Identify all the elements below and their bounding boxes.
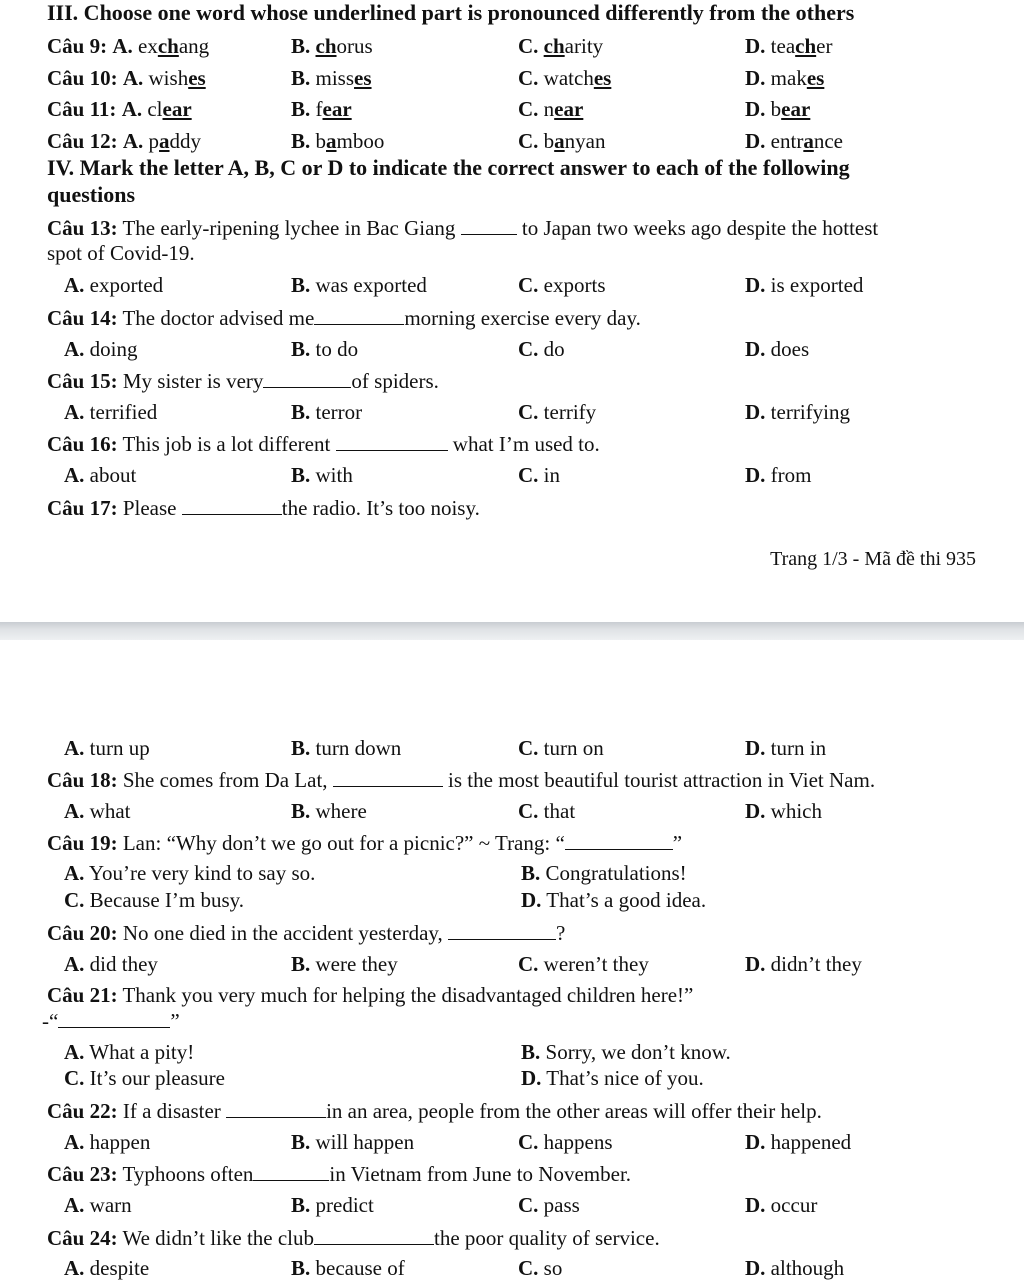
option-letter: B. bbox=[291, 463, 311, 487]
option-letter: D. bbox=[745, 1256, 766, 1280]
option-letter: D. bbox=[745, 400, 766, 424]
option-letter: A. bbox=[64, 799, 85, 823]
option-letter: B. bbox=[291, 952, 311, 976]
option-letter: D. bbox=[745, 799, 766, 823]
option-text: That’s nice of you. bbox=[546, 1066, 704, 1090]
option-text: was exported bbox=[315, 273, 427, 297]
option-letter: C. bbox=[518, 129, 539, 153]
option-letter: C. bbox=[518, 736, 539, 760]
option-text: b bbox=[770, 97, 782, 121]
option-text: did they bbox=[89, 952, 158, 976]
option-text: f bbox=[315, 97, 323, 121]
option-text: doing bbox=[89, 337, 138, 361]
answer-blank bbox=[333, 766, 443, 787]
option-letter: A. bbox=[121, 97, 143, 121]
question-text: is the most beautiful tourist attraction in Viet Nam. bbox=[448, 768, 876, 792]
option-letter: C. bbox=[518, 273, 539, 297]
option-text: were they bbox=[315, 952, 398, 976]
answer-blank bbox=[314, 304, 404, 325]
option-letter: B. bbox=[291, 66, 311, 90]
answer-blank bbox=[448, 919, 556, 940]
exam-page-2 bbox=[0, 640, 1024, 1278]
option-text: to do bbox=[315, 337, 359, 361]
option-text: nyan bbox=[564, 129, 606, 153]
underlined-part: es bbox=[806, 66, 825, 90]
option-letter: C. bbox=[518, 1193, 539, 1217]
option-letter: C. bbox=[518, 97, 539, 121]
question-label: Câu 14: bbox=[47, 306, 118, 330]
question-text: of spiders. bbox=[351, 369, 439, 393]
question-text: -“ bbox=[42, 1009, 59, 1033]
option-letter: D. bbox=[745, 1193, 766, 1217]
option-text: n bbox=[543, 97, 555, 121]
option-letter: C. bbox=[64, 1066, 85, 1090]
option-letter: A. bbox=[64, 273, 85, 297]
option-text: pass bbox=[543, 1193, 580, 1217]
option-text: turn down bbox=[315, 736, 402, 760]
option-text: You’re very kind to say so. bbox=[88, 861, 316, 885]
option-text: is exported bbox=[770, 273, 864, 297]
option-letter: D. bbox=[745, 129, 766, 153]
question-label: Câu 22: bbox=[47, 1099, 118, 1123]
option-text: mak bbox=[770, 66, 807, 90]
option-text: terrified bbox=[89, 400, 158, 424]
question-text: spot of Covid-19. bbox=[47, 241, 195, 265]
underlined-part: es bbox=[354, 66, 372, 90]
answer-blank bbox=[182, 494, 282, 515]
option-letter: B. bbox=[291, 1130, 311, 1154]
question-label: Câu 11: bbox=[47, 97, 117, 121]
option-text: didn’t they bbox=[770, 952, 862, 976]
underlined-part: ear bbox=[781, 97, 811, 121]
option-text: with bbox=[315, 463, 353, 487]
answer-blank bbox=[226, 1097, 326, 1118]
option-letter: B. bbox=[291, 400, 311, 424]
option-text: despite bbox=[89, 1256, 150, 1280]
question-text: No one died in the accident yesterday, bbox=[122, 921, 443, 945]
option-letter: C. bbox=[518, 463, 539, 487]
answer-blank bbox=[253, 1160, 329, 1181]
option-text: predict bbox=[315, 1193, 374, 1217]
question-text: ” bbox=[672, 831, 683, 855]
question-label: Câu 9: bbox=[47, 34, 108, 58]
answer-blank bbox=[263, 367, 351, 388]
option-text: warn bbox=[89, 1193, 132, 1217]
question-text: in Vietnam from June to November. bbox=[329, 1162, 632, 1186]
option-text: b bbox=[315, 129, 327, 153]
option-text: exported bbox=[89, 273, 164, 297]
question-label: Câu 17: bbox=[47, 496, 118, 520]
option-letter: A. bbox=[64, 952, 85, 976]
option-text: turn in bbox=[770, 736, 827, 760]
option-text: ang bbox=[178, 34, 210, 58]
option-text: turn up bbox=[89, 736, 150, 760]
question-text: She comes from Da Lat, bbox=[122, 768, 328, 792]
answer-blank bbox=[58, 1007, 170, 1028]
option-letter: D. bbox=[745, 97, 766, 121]
option-text: b bbox=[543, 129, 555, 153]
page-break-divider bbox=[0, 622, 1024, 640]
option-letter: A. bbox=[64, 337, 85, 361]
option-letter: C. bbox=[518, 799, 539, 823]
option-text: watch bbox=[543, 66, 594, 90]
question-text: ” bbox=[170, 1009, 180, 1033]
option-letter: A. bbox=[64, 1193, 85, 1217]
option-letter: C. bbox=[518, 400, 539, 424]
option-letter: A. bbox=[64, 736, 85, 760]
option-text: It’s our pleasure bbox=[89, 1066, 225, 1090]
option-text: weren’t they bbox=[543, 952, 649, 976]
question-label: Câu 18: bbox=[47, 768, 118, 792]
underlined-part: a bbox=[554, 129, 565, 153]
answer-blank bbox=[336, 430, 448, 451]
question-label: Câu 19: bbox=[47, 831, 118, 855]
question-text: what I’m used to. bbox=[452, 432, 600, 456]
option-text: where bbox=[315, 799, 367, 823]
option-letter: B. bbox=[291, 337, 311, 361]
answer-blank bbox=[461, 214, 517, 235]
option-text: happen bbox=[89, 1130, 151, 1154]
option-letter: D. bbox=[745, 337, 766, 361]
option-text: exports bbox=[543, 273, 606, 297]
option-text: miss bbox=[315, 66, 355, 90]
option-letter: D. bbox=[745, 34, 766, 58]
option-letter: B. bbox=[291, 129, 311, 153]
question-label: Câu 24: bbox=[47, 1226, 118, 1250]
option-text: so bbox=[543, 1256, 563, 1280]
underlined-part: ear bbox=[162, 97, 192, 121]
page-footer: Trang 1/3 - Mã đề thi 935 bbox=[770, 548, 976, 570]
underlined-part: a bbox=[803, 129, 814, 153]
underlined-part: ear bbox=[554, 97, 584, 121]
question-text: If a disaster bbox=[122, 1099, 221, 1123]
question-text: ? bbox=[556, 921, 566, 945]
option-letter: A. bbox=[122, 66, 144, 90]
underlined-part: a bbox=[326, 129, 337, 153]
question-label: Câu 12: bbox=[47, 129, 118, 153]
option-text: mboo bbox=[336, 129, 385, 153]
option-text: orus bbox=[336, 34, 373, 58]
exam-page-1 bbox=[0, 0, 1024, 622]
option-letter: A. bbox=[64, 1130, 85, 1154]
option-text: nce bbox=[813, 129, 843, 153]
option-text: what bbox=[89, 799, 131, 823]
underlined-part: ch bbox=[795, 34, 817, 58]
option-letter: B. bbox=[291, 799, 311, 823]
option-letter: C. bbox=[518, 1256, 539, 1280]
option-text: will happen bbox=[315, 1130, 415, 1154]
answer-blank bbox=[314, 1224, 434, 1245]
option-letter: A. bbox=[122, 129, 144, 153]
option-letter: D. bbox=[745, 952, 766, 976]
option-text: does bbox=[770, 337, 810, 361]
question-text: Thank you very much for helping the disadvantaged children here!” bbox=[122, 983, 694, 1007]
option-text: terrify bbox=[543, 400, 597, 424]
option-letter: B. bbox=[291, 273, 311, 297]
underlined-part: ch bbox=[543, 34, 565, 58]
option-letter: B. bbox=[521, 1040, 541, 1064]
option-letter: A. bbox=[64, 400, 85, 424]
option-text: do bbox=[543, 337, 565, 361]
question-label: Câu 15: bbox=[47, 369, 118, 393]
option-text: cl bbox=[147, 97, 163, 121]
option-text: turn on bbox=[543, 736, 604, 760]
section-3-heading: III. Choose one word whose underlined part is pronounced differently from the others bbox=[47, 0, 855, 25]
option-text: Congratulations! bbox=[545, 861, 687, 885]
option-letter: A. bbox=[64, 1040, 85, 1064]
option-text: occur bbox=[770, 1193, 818, 1217]
option-text: Because I’m busy. bbox=[89, 888, 245, 912]
question-text: My sister is very bbox=[122, 369, 264, 393]
underlined-part: ch bbox=[315, 34, 337, 58]
question-label: Câu 13: bbox=[47, 216, 118, 240]
underlined-part: ch bbox=[157, 34, 179, 58]
option-text: about bbox=[89, 463, 137, 487]
option-text: that bbox=[543, 799, 576, 823]
option-text: which bbox=[770, 799, 822, 823]
question-label: Câu 16: bbox=[47, 432, 118, 456]
question-text: Lan: “Why don’t we go out for a picnic?” ~ Trang: “ bbox=[122, 831, 565, 855]
option-letter: B. bbox=[521, 861, 541, 885]
question-text: the radio. It’s too noisy. bbox=[281, 496, 480, 520]
option-text: er bbox=[816, 34, 833, 58]
option-text: What a pity! bbox=[89, 1040, 195, 1064]
option-letter: A. bbox=[64, 861, 85, 885]
section-4-heading: IV. Mark the letter A, B, C or D to indicate the correct answer to each of the following bbox=[47, 155, 850, 180]
option-letter: D. bbox=[745, 1130, 766, 1154]
underlined-part: es bbox=[593, 66, 612, 90]
option-text: happened bbox=[770, 1130, 852, 1154]
option-letter: C. bbox=[518, 1130, 539, 1154]
option-letter: B. bbox=[291, 1256, 311, 1280]
question-label: Câu 23: bbox=[47, 1162, 118, 1186]
option-letter: B. bbox=[291, 1193, 311, 1217]
underlined-part: es bbox=[188, 66, 206, 90]
option-text: Sorry, we don’t know. bbox=[545, 1040, 731, 1064]
option-letter: D. bbox=[521, 888, 542, 912]
question-label: Câu 10: bbox=[47, 66, 118, 90]
question-label: Câu 21: bbox=[47, 983, 118, 1007]
question-text: We didn’t like the club bbox=[122, 1226, 315, 1250]
section-4-heading-cont: questions bbox=[47, 182, 136, 207]
option-text: entr bbox=[770, 129, 804, 153]
option-text: in bbox=[543, 463, 561, 487]
option-text: ex bbox=[138, 34, 158, 58]
question-text: The early-ripening lychee in Bac Giang bbox=[122, 216, 456, 240]
question-text: Typhoons often bbox=[122, 1162, 254, 1186]
option-text: because of bbox=[315, 1256, 405, 1280]
option-letter: B. bbox=[291, 97, 311, 121]
option-text: tea bbox=[770, 34, 796, 58]
option-letter: D. bbox=[745, 736, 766, 760]
option-text: terror bbox=[315, 400, 363, 424]
option-text: ddy bbox=[169, 129, 202, 153]
underlined-part: ear bbox=[322, 97, 352, 121]
option-letter: D. bbox=[745, 66, 766, 90]
option-letter: C. bbox=[64, 888, 85, 912]
option-text: from bbox=[770, 463, 812, 487]
option-text: although bbox=[770, 1256, 845, 1280]
option-text: p bbox=[148, 129, 160, 153]
option-letter: A. bbox=[112, 34, 133, 58]
question-label: Câu 20: bbox=[47, 921, 118, 945]
question-text: Please bbox=[122, 496, 177, 520]
question-text: the poor quality of service. bbox=[434, 1226, 660, 1250]
question-text: to Japan two weeks ago despite the hottest bbox=[521, 216, 879, 240]
option-letter: A. bbox=[64, 463, 85, 487]
underlined-part: a bbox=[159, 129, 170, 153]
question-text: in an area, people from the other areas will offer their help. bbox=[326, 1099, 822, 1123]
option-text: That’s a good idea. bbox=[546, 888, 707, 912]
answer-blank bbox=[565, 829, 673, 850]
option-letter: C. bbox=[518, 337, 539, 361]
option-letter: C. bbox=[518, 66, 539, 90]
question-text: The doctor advised me bbox=[122, 306, 315, 330]
option-letter: B. bbox=[291, 34, 311, 58]
option-letter: C. bbox=[518, 952, 539, 976]
option-letter: D. bbox=[745, 463, 766, 487]
option-text: arity bbox=[564, 34, 604, 58]
option-letter: D. bbox=[521, 1066, 542, 1090]
option-text: happens bbox=[543, 1130, 613, 1154]
question-text: This job is a lot different bbox=[122, 432, 331, 456]
option-letter: B. bbox=[291, 736, 311, 760]
question-text: morning exercise every day. bbox=[404, 306, 641, 330]
option-letter: C. bbox=[518, 34, 539, 58]
option-text: wish bbox=[148, 66, 189, 90]
option-letter: D. bbox=[745, 273, 766, 297]
option-text: terrifying bbox=[770, 400, 850, 424]
option-letter: A. bbox=[64, 1256, 85, 1280]
